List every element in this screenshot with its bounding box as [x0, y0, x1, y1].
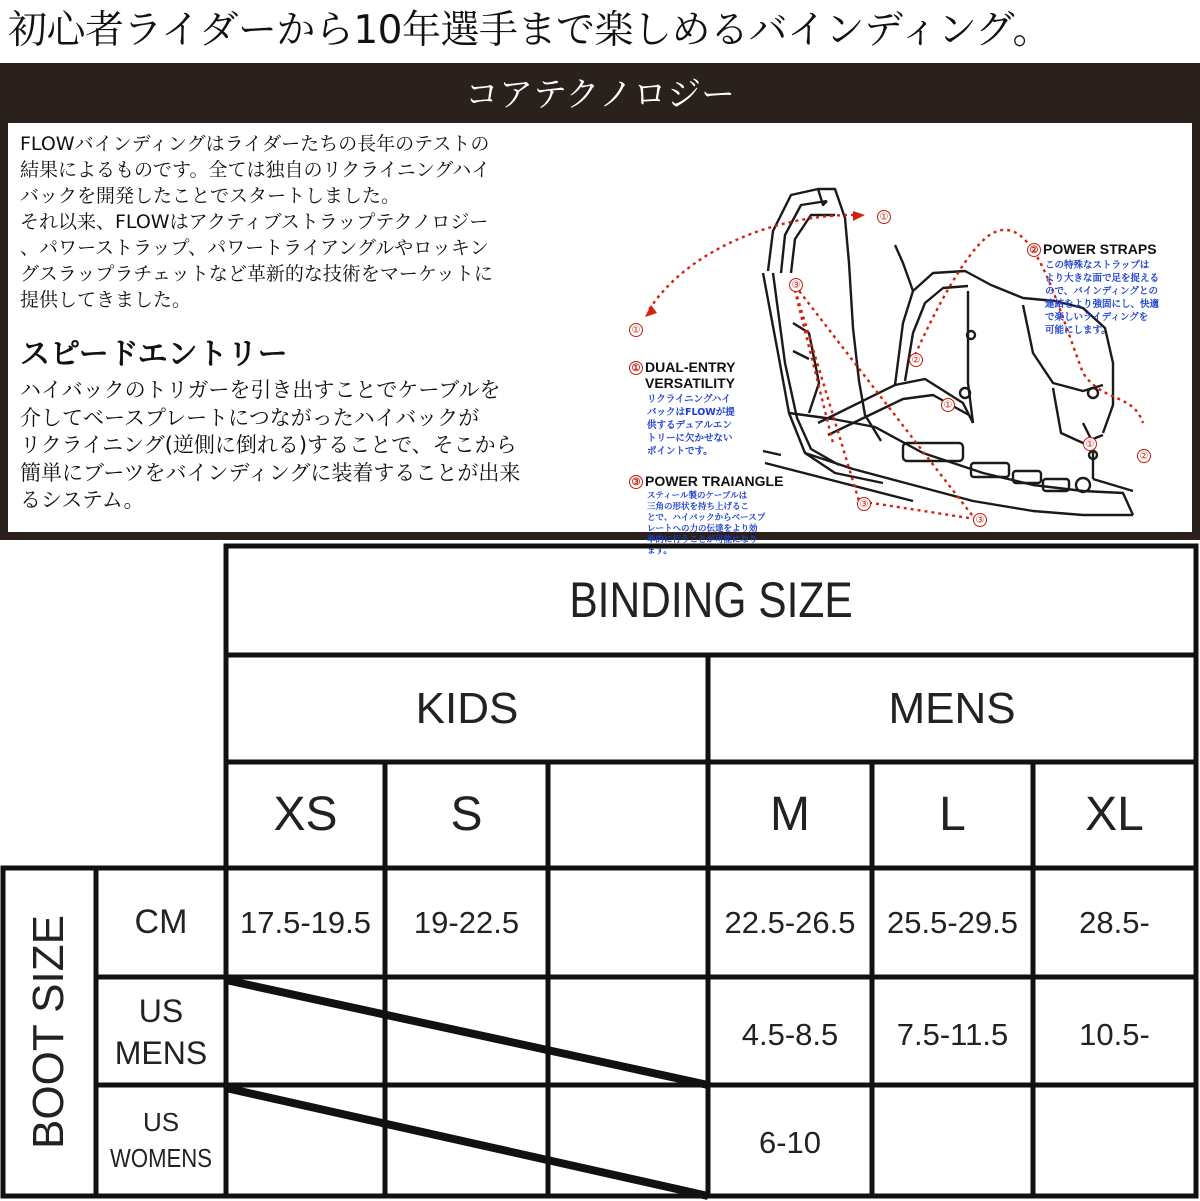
callout-line: スティール製のケーブルは — [647, 491, 748, 501]
speed-entry-line: 簡単にブーツをバインディングに装着することが出来 — [20, 460, 521, 485]
callout-number: ① — [629, 361, 643, 375]
row-label-line: WOMENS — [110, 1143, 212, 1173]
size-header-empty — [548, 762, 708, 868]
intro-line: 結果によるものです。全ては独自のリクライニングハイ — [20, 159, 491, 181]
marker-2: ② — [1137, 449, 1151, 463]
callout-line: 連結をより強固にし、快適 — [1045, 299, 1160, 310]
intro-line: 、パワーストラップ、パワートライアングルやロッキン — [20, 237, 489, 259]
core-technology-title: コアテクノロジー — [465, 75, 735, 115]
dual-entry-title-line: DUAL-ENTRY — [645, 359, 736, 375]
size-header-l: L — [939, 788, 966, 841]
marker-3: ③ — [789, 278, 803, 292]
callout-line: リクライニングハイ — [647, 394, 731, 405]
speed-entry-line: リクライニング(逆側に倒れる)することで、そこから — [20, 433, 517, 457]
row-label-line: US — [138, 993, 184, 1029]
cell-cm-xs: 17.5-19.5 — [240, 905, 371, 940]
group-header-mens: MENS — [888, 684, 1016, 733]
speed-entry-line: 介してベースプレートにつながったハイバックが — [20, 405, 480, 430]
size-header-m: M — [770, 788, 810, 841]
marker-2: ② — [909, 353, 923, 367]
cell-us-womens-m: 6-10 — [758, 1125, 822, 1160]
callout-line: バックはFLOWが提 — [647, 407, 735, 418]
boot-size-header: BOOT SIZE — [24, 915, 73, 1149]
not-available-slash — [226, 1088, 708, 1196]
speed-entry-line: るシステム。 — [20, 488, 145, 512]
callout-line: ので、バインディングとの — [1045, 286, 1159, 297]
row-label-cm: CM — [134, 903, 188, 941]
cell-cm-l: 25.5-29.5 — [887, 905, 1018, 940]
callout-line: 可能にします。 — [1045, 325, 1111, 336]
marker-3: ③ — [973, 513, 987, 527]
cell-us-mens-l: 7.5-11.5 — [896, 1017, 1009, 1052]
power-straps-title-text: POWER STRAPS — [1043, 241, 1157, 257]
marker-1: ① — [1083, 437, 1097, 451]
marker-1: ① — [877, 210, 891, 224]
callout-line: より大きな面で足を捉える — [1045, 273, 1160, 284]
cell-cm-m: 22.5-26.5 — [724, 905, 856, 940]
binding-size-title: BINDING SIZE — [569, 572, 853, 628]
callout-line: 供するデュアルエン — [647, 420, 732, 431]
headline: 初心者ライダーから10年選手まで楽しめるバインディング。 — [8, 8, 1051, 53]
size-header-xl: XL — [1085, 788, 1144, 841]
size-header-xs: XS — [273, 788, 338, 841]
callout-line: ます。 — [647, 546, 672, 556]
callout-number: ③ — [629, 475, 643, 489]
marker-3: ③ — [857, 497, 871, 511]
callout-line: 率的に行うことが可能になり — [647, 535, 758, 545]
callout-number: ② — [1027, 243, 1041, 257]
cell-us-mens-m: 4.5-8.5 — [741, 1017, 839, 1052]
callout-line: レートへの力の伝達をより効 — [647, 524, 758, 534]
callout-line: ポイントです。 — [647, 446, 713, 457]
cell-us-mens-xl: 10.5- — [1079, 1017, 1150, 1052]
intro-line: 提供してきました。 — [20, 289, 192, 311]
cell-cm-xl: 28.5- — [1079, 905, 1150, 940]
callout-line: 三角の形状を持ち上げるこ — [647, 502, 750, 512]
callout-line: この特殊なストラップは — [1045, 260, 1150, 271]
size-header-s: S — [450, 788, 483, 841]
power-triangle-title-text: POWER TRAIANGLE — [645, 473, 784, 489]
marker-1: ① — [629, 323, 643, 337]
not-available-slash — [226, 980, 708, 1085]
speed-entry-title: スピードエントリー — [20, 337, 288, 372]
callout-line: とで、ハイバックからベースプ — [647, 513, 766, 523]
cell-cm-empty — [548, 868, 708, 977]
callout-line: トリーに欠かせない — [647, 433, 733, 444]
cell-cm-s: 19-22.5 — [413, 905, 520, 940]
row-label-line: US — [142, 1107, 180, 1137]
speed-entry-line: ハイバックのトリガーを引き出すことでケーブルを — [20, 378, 501, 402]
group-header-kids: KIDS — [415, 684, 519, 733]
callout-line: で楽しいライディングを — [1045, 312, 1149, 323]
row-label-us-mens — [96, 990, 226, 1074]
intro-line: FLOWバインディングはライダーたちの長年のテストの — [20, 133, 490, 155]
intro-line: グスラップラチェットなど革新的な技術をマーケットに — [20, 263, 493, 285]
intro-line: バックを開発したことでスタートしました。 — [20, 185, 401, 207]
marker-1: ① — [941, 398, 955, 412]
row-label-line: MENS — [114, 1035, 208, 1071]
row-label-us-womens — [96, 1104, 226, 1176]
dual-entry-title-line: VERSATILITY — [645, 375, 735, 392]
intro-line: それ以来、FLOWはアクティブストラップテクノロジー — [20, 211, 489, 233]
